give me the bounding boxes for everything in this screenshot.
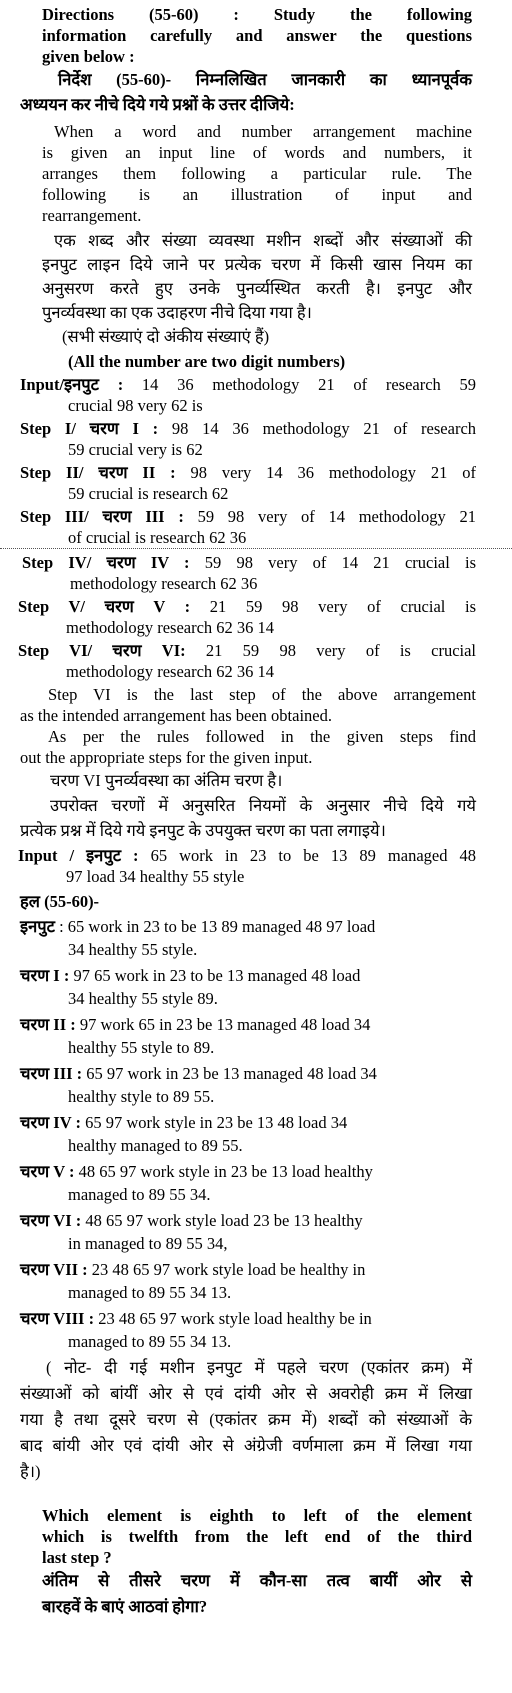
step-label: Step V/ चरण V : xyxy=(18,597,191,616)
paragraph-line: rearrangement. xyxy=(42,206,142,225)
paragraph-line: following is an illustration of input and xyxy=(42,185,472,204)
paragraph-line: एक शब्द और संख्या व्यवस्था मशीन शब्दों और संख्याओं की xyxy=(54,231,472,250)
solution-text: managed to 89 55 34. xyxy=(68,1185,211,1204)
paragraph-line: है।) xyxy=(20,1462,41,1481)
solution-text: 34 healthy 55 style 89. xyxy=(68,989,218,1008)
solution-text: 48 65 97 work style load 23 be 13 healthy xyxy=(85,1211,363,1230)
directions-hindi xyxy=(0,69,512,90)
paragraph-line: out the appropriate steps for the given input. xyxy=(20,748,313,767)
step-text: 14 36 methodology 21 of research 59 xyxy=(141,375,476,394)
step-label: Step III/ चरण III : xyxy=(20,507,184,526)
step-text: crucial 98 very 62 is xyxy=(68,396,203,415)
solution-step xyxy=(0,916,512,960)
solution-note xyxy=(0,1355,512,1485)
solution-block xyxy=(0,916,512,1352)
step-text: 59 crucial is research 62 xyxy=(68,484,229,503)
step-label: Step VI/ चरण VI: xyxy=(18,641,186,660)
paragraph-line: ( नोट- दी गई मशीन इनपुट में पहले चरण (एकांतर क्रम) में xyxy=(46,1358,472,1377)
solution-text: healthy style to 89 55. xyxy=(68,1087,215,1106)
example-step-1 xyxy=(0,418,512,460)
solution-step xyxy=(0,1259,512,1303)
directions-line: निर्देश (55-60)- निम्नलिखित जानकारी का ध्यानपूर्वक xyxy=(58,70,472,89)
input-text: 65 work in 23 to be 13 89 managed 48 xyxy=(150,846,476,865)
question-hindi xyxy=(0,1568,512,1620)
solution-text: 97 65 work in 23 to be 13 managed 48 load xyxy=(73,966,361,985)
example-block xyxy=(0,374,512,682)
paragraph-line: अनुसरण करते हुए उनके पुनर्व्यस्थित करती है। इनपुट और xyxy=(42,279,472,298)
solution-text: 23 48 65 97 work style load healthy be in xyxy=(98,1309,372,1328)
solution-step xyxy=(0,1210,512,1254)
solution-text: healthy 55 style to 89. xyxy=(68,1038,215,1057)
solution-step xyxy=(0,1161,512,1205)
step-text: 21 59 98 very of crucial is xyxy=(209,597,477,616)
directions-line: given below : xyxy=(42,47,135,66)
example-input xyxy=(0,374,512,416)
solution-step xyxy=(0,1014,512,1058)
paragraph-line: चरण VI पुनर्व्यवस्था का अंतिम चरण है। xyxy=(50,771,283,790)
solution-text: managed to 89 55 34 13. xyxy=(68,1332,232,1351)
paragraph-line: पुनर्व्यवस्था का एक उदाहरण नीचे दिया गया है। xyxy=(42,303,312,322)
solution-label: चरण VII : xyxy=(20,1260,88,1279)
step-text: 59 crucial very is 62 xyxy=(68,440,203,459)
solution-text: 48 65 97 work style in 23 be 13 load healthy xyxy=(78,1162,373,1181)
example-step-4 xyxy=(0,552,512,594)
question-line: बारहवें के बाएं आठवां होगा? xyxy=(42,1597,208,1616)
step-label: Step I/ चरण I : xyxy=(20,419,159,438)
step-text: methodology research 62 36 xyxy=(70,574,258,593)
question-english xyxy=(0,1505,512,1568)
instructions-hindi xyxy=(0,768,512,843)
solution-text: in managed to 89 55 34, xyxy=(68,1234,228,1253)
question-line: which is twelfth from the left end of the third xyxy=(42,1527,472,1546)
step-label: Step IV/ चरण IV : xyxy=(22,553,190,572)
example-step-5 xyxy=(0,596,512,638)
separator: : xyxy=(54,917,68,936)
solution-text: 34 healthy 55 style. xyxy=(68,940,198,959)
instructions-english xyxy=(0,684,512,768)
paragraph-line: बाद बांयी ओर एवं दांयी ओर से अंग्रेजी वर्णमाला क्रम में लिखा गया xyxy=(20,1436,472,1455)
directions-line: information carefully and answer the questions xyxy=(42,26,472,45)
example-step-2 xyxy=(0,462,512,504)
directions-line: अध्ययन कर नीचे दिये गये प्रश्नों के उत्तर दीजिये: xyxy=(20,95,295,114)
solution-label: चरण VIII : xyxy=(20,1309,95,1328)
solution-text: 65 97 work in 23 be 13 managed 48 load 34 xyxy=(86,1064,377,1083)
solution-text: 97 work 65 in 23 be 13 managed 48 load 34 xyxy=(79,1015,371,1034)
note-hindi: (सभी संख्याएं दो अंकीय संख्याएं हैं) xyxy=(62,327,270,346)
solution-step xyxy=(0,1112,512,1156)
step-text: 21 59 98 very of is crucial xyxy=(205,641,477,660)
paragraph-line: गया है तथा दूसरे चरण से (एकांतर क्रम में) शब्दों को संख्याओं के xyxy=(20,1410,472,1429)
input-text: 97 load 34 healthy 55 style xyxy=(66,867,245,886)
paragraph-line: arranges them following a particular rule. The xyxy=(42,164,472,183)
solution-label: चरण II : xyxy=(20,1015,76,1034)
question-line: Which element is eighth to left of the element xyxy=(42,1506,472,1525)
solution-text: 65 work in 23 to be 13 89 managed 48 97 load xyxy=(67,917,376,936)
step-text: 59 98 very of 14 methodology 21 xyxy=(197,507,477,526)
paragraph-line: Step VI is the last step of the above arrangement xyxy=(48,685,476,704)
directions-line: Directions (55-60) : Study the following xyxy=(42,5,472,24)
paragraph-line: as the intended arrangement has been obtained. xyxy=(20,706,333,725)
directions-english xyxy=(0,4,512,67)
solution-step xyxy=(0,1308,512,1352)
solution-text: healthy managed to 89 55. xyxy=(68,1136,243,1155)
paragraph-line: is given an input line of words and numbers, it xyxy=(42,143,472,162)
paragraph-line: उपरोक्त चरणों में अनुसरित नियमों के अनुसार नीचे दिये गये xyxy=(50,796,476,815)
paragraph-line: When a word and number arrangement machine xyxy=(54,122,472,141)
solution-text: managed to 89 55 34 13. xyxy=(68,1283,232,1302)
paragraph-line: इनपुट लाइन दिये जाने पर प्रत्येक चरण में किसी खास नियम का xyxy=(42,255,472,274)
paragraph-line: संख्याओं को बांयीं ओर से एवं दांयी ओर से अवरोही क्रम में लिखा xyxy=(20,1384,472,1403)
step-label: Step II/ चरण II : xyxy=(20,463,176,482)
directions-hindi-2 xyxy=(0,94,512,115)
solution-label: चरण VI : xyxy=(20,1211,82,1230)
solution-text: 23 48 65 97 work style load be healthy in xyxy=(91,1260,366,1279)
intro-hindi xyxy=(0,229,512,325)
step-text: methodology research 62 36 14 xyxy=(66,662,275,681)
solution-label: चरण IV : xyxy=(20,1113,81,1132)
example-step-3 xyxy=(0,506,512,548)
question-page xyxy=(0,4,512,1620)
step-text: methodology research 62 36 14 xyxy=(66,618,275,637)
solution-label: चरण I : xyxy=(20,966,70,985)
step-label: Input/इनपुट : xyxy=(20,375,124,394)
paragraph-line: प्रत्येक प्रश्न में दिये गये इनपुट के उपयुक्त चरण का पता लगाइये। xyxy=(20,821,386,840)
solution-step xyxy=(0,1063,512,1107)
solution-label: चरण III : xyxy=(20,1064,83,1083)
intro-english xyxy=(0,121,512,226)
question-line: last step ? xyxy=(42,1548,112,1567)
given-input xyxy=(0,845,512,887)
solution-step xyxy=(0,965,512,1009)
step-text: 98 14 36 methodology 21 of research xyxy=(171,419,477,438)
input-label: Input / इनपुट : xyxy=(18,846,139,865)
paragraph-line: As per the rules followed in the given steps find xyxy=(48,727,476,746)
step-text: 98 very 14 36 methodology 21 of xyxy=(190,463,477,482)
solution-text: 65 97 work style in 23 be 13 48 load 34 xyxy=(85,1113,348,1132)
solution-heading: हल (55-60)- xyxy=(20,892,100,911)
note-english: (All the number are two digit numbers) xyxy=(68,352,346,371)
question-line: अंतिम से तीसरे चरण में कौन-सा तत्व बायीं ओर से xyxy=(42,1571,472,1590)
example-step-6 xyxy=(0,640,512,682)
step-text: of crucial is research 62 36 xyxy=(68,528,247,547)
solution-label: इनपुट xyxy=(20,917,55,936)
step-text: 59 98 very of 14 21 crucial is xyxy=(204,553,477,572)
page-break-divider xyxy=(0,548,512,550)
solution-label: चरण V : xyxy=(20,1162,75,1181)
